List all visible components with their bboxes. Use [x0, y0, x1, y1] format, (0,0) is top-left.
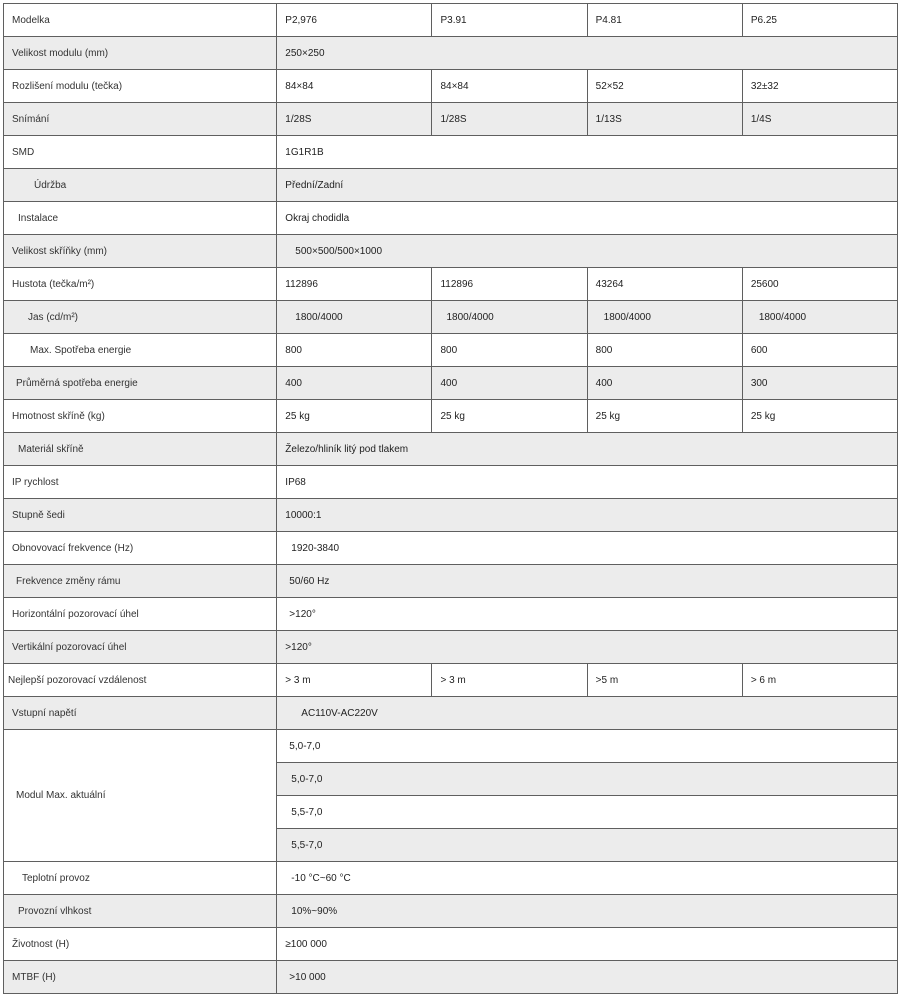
cell-model-p481: P4.81 — [587, 4, 742, 37]
row-label-module-size: Velikost modulu (mm) — [4, 37, 277, 70]
cell-max-power-3: 800 — [587, 334, 742, 367]
cell-current-2: 5,0-7,0 — [277, 763, 898, 796]
cell-density-4: 25600 — [742, 268, 897, 301]
table-row — [4, 631, 898, 664]
row-label-cabinet-size: Velikost skříňky (mm) — [4, 235, 277, 268]
row-label-operating-humidity: Provozní vlhkost — [4, 895, 277, 928]
cell-density-1: 112896 — [277, 268, 432, 301]
cell-resolution-1: 84×84 — [277, 70, 432, 103]
table-row — [4, 37, 898, 70]
cell-current-4: 5,5-7,0 — [277, 829, 898, 862]
row-label-operating-temperature: Teplotní provoz — [4, 862, 277, 895]
row-label-best-distance: Nejlepší pozorovací vzdálenost — [4, 664, 277, 697]
cell-resolution-4: 32±32 — [742, 70, 897, 103]
specification-table — [3, 3, 898, 994]
table-row — [4, 367, 898, 400]
cell-max-power-2: 800 — [432, 334, 587, 367]
row-label-ip-rating: IP rychlost — [4, 466, 277, 499]
cell-horizontal-angle: >120° — [277, 598, 898, 631]
cell-model-p391: P3.91 — [432, 4, 587, 37]
cell-distance-4: > 6 m — [742, 664, 897, 697]
row-label-max-power: Max. Spotřeba energie — [4, 334, 277, 367]
row-label-grayscale: Stupně šedi — [4, 499, 277, 532]
cell-brightness-4: 1800/4000 — [742, 301, 897, 334]
row-label-mtbf: MTBF (H) — [4, 961, 277, 994]
table-row — [4, 697, 898, 730]
cell-scanning-4: 1/4S — [742, 103, 897, 136]
cell-operating-temperature: -10 °C~60 °C — [277, 862, 898, 895]
table-row — [4, 136, 898, 169]
cell-scanning-2: 1/28S — [432, 103, 587, 136]
cell-avg-power-4: 300 — [742, 367, 897, 400]
table-row — [4, 433, 898, 466]
row-label-lifetime: Životnost (H) — [4, 928, 277, 961]
cell-scanning-1: 1/28S — [277, 103, 432, 136]
cell-operating-humidity: 10%~90% — [277, 895, 898, 928]
cell-cabinet-size: 500×500/500×1000 — [277, 235, 898, 268]
table-row — [4, 268, 898, 301]
table-row — [4, 103, 898, 136]
cell-resolution-2: 84×84 — [432, 70, 587, 103]
row-label-scanning: Snímání — [4, 103, 277, 136]
table-row — [4, 466, 898, 499]
row-label-maintenance: Údržba — [4, 169, 277, 202]
row-label-cabinet-weight: Hmotnost skříně (kg) — [4, 400, 277, 433]
row-label-module-max-current: Modul Max. aktuální — [4, 730, 277, 862]
row-label-installation: Instalace — [4, 202, 277, 235]
cell-density-2: 112896 — [432, 268, 587, 301]
cell-smd: 1G1R1B — [277, 136, 898, 169]
row-label-model: Modelka — [4, 4, 277, 37]
cell-distance-1: > 3 m — [277, 664, 432, 697]
cell-distance-2: > 3 m — [432, 664, 587, 697]
row-label-density: Hustota (tečka/m²) — [4, 268, 277, 301]
row-label-refresh-rate: Obnovovací frekvence (Hz) — [4, 532, 277, 565]
table-row — [4, 70, 898, 103]
table-row — [4, 598, 898, 631]
cell-refresh-rate: 1920-3840 — [277, 532, 898, 565]
cell-distance-3: >5 m — [587, 664, 742, 697]
row-label-input-voltage: Vstupní napětí — [4, 697, 277, 730]
row-label-frame-rate: Frekvence změny rámu — [4, 565, 277, 598]
table-row — [4, 301, 898, 334]
row-label-smd: SMD — [4, 136, 277, 169]
cell-brightness-3: 1800/4000 — [587, 301, 742, 334]
cell-avg-power-2: 400 — [432, 367, 587, 400]
table-row — [4, 202, 898, 235]
table-row — [4, 961, 898, 994]
cell-ip-rating: IP68 — [277, 466, 898, 499]
cell-input-voltage: AC110V-AC220V — [277, 697, 898, 730]
cell-density-3: 43264 — [587, 268, 742, 301]
cell-max-power-4: 600 — [742, 334, 897, 367]
cell-brightness-2: 1800/4000 — [432, 301, 587, 334]
cell-avg-power-3: 400 — [587, 367, 742, 400]
row-label-vertical-angle: Vertikální pozorovací úhel — [4, 631, 277, 664]
row-label-brightness: Jas (cd/m²) — [4, 301, 277, 334]
cell-brightness-1: 1800/4000 — [277, 301, 432, 334]
row-label-horizontal-angle: Horizontální pozorovací úhel — [4, 598, 277, 631]
cell-weight-2: 25 kg — [432, 400, 587, 433]
row-label-module-resolution: Rozlišení modulu (tečka) — [4, 70, 277, 103]
cell-cabinet-material: Železo/hliník litý pod tlakem — [277, 433, 898, 466]
row-label-cabinet-material: Materiál skříně — [4, 433, 277, 466]
table-row — [4, 664, 898, 697]
cell-weight-4: 25 kg — [742, 400, 897, 433]
cell-grayscale: 10000:1 — [277, 499, 898, 532]
cell-mtbf: >10 000 — [277, 961, 898, 994]
table-row — [4, 235, 898, 268]
table-row — [4, 4, 898, 37]
cell-max-power-1: 800 — [277, 334, 432, 367]
cell-weight-1: 25 kg — [277, 400, 432, 433]
cell-weight-3: 25 kg — [587, 400, 742, 433]
cell-current-1: 5,0-7,0 — [277, 730, 898, 763]
cell-installation: Okraj chodidla — [277, 202, 898, 235]
table-row — [4, 532, 898, 565]
cell-scanning-3: 1/13S — [587, 103, 742, 136]
cell-model-p625: P6.25 — [742, 4, 897, 37]
table-row — [4, 169, 898, 202]
cell-avg-power-1: 400 — [277, 367, 432, 400]
table-row — [4, 895, 898, 928]
table-row — [4, 928, 898, 961]
cell-module-size: 250×250 — [277, 37, 898, 70]
cell-maintenance: Přední/Zadní — [277, 169, 898, 202]
cell-vertical-angle: >120° — [277, 631, 898, 664]
cell-lifetime: ≥100 000 — [277, 928, 898, 961]
cell-model-p2976: P2,976 — [277, 4, 432, 37]
row-label-avg-power: Průměrná spotřeba energie — [4, 367, 277, 400]
table-row — [4, 334, 898, 367]
cell-current-3: 5,5-7,0 — [277, 796, 898, 829]
cell-resolution-3: 52×52 — [587, 70, 742, 103]
table-row — [4, 862, 898, 895]
table-row — [4, 499, 898, 532]
table-row — [4, 730, 898, 763]
cell-frame-rate: 50/60 Hz — [277, 565, 898, 598]
table-row — [4, 400, 898, 433]
table-row — [4, 565, 898, 598]
